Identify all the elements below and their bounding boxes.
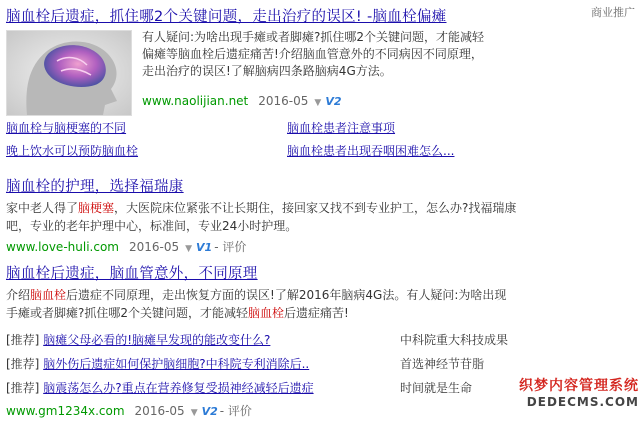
recommend-row[interactable]: [6, 331, 270, 348]
result1-url-line: [142, 94, 342, 108]
result3-description-line1: [6, 287, 506, 304]
result3-title[interactable]: [6, 262, 258, 283]
recommend-tag: [推荐]: [6, 381, 40, 395]
desc-text: 后遗症不同原理，走出恢复方面的误区!了解2016年脑病4G法。有人疑问:为啥出现: [66, 288, 507, 302]
desc-text: 家中老人得了: [6, 201, 79, 215]
sublink-2[interactable]: [287, 119, 395, 136]
watermark-title: 织梦内容管理系统: [519, 378, 639, 394]
dropdown-arrow-icon[interactable]: ▼: [190, 408, 198, 418]
sublink-text[interactable]: 患者出现吞咽困难怎么...: [323, 144, 455, 158]
sublink-keyword[interactable]: 脑血栓: [102, 144, 139, 158]
result1-description: 有人疑问:为啥出现手瘫或者脚瘫?抓住哪2个关键问题，才能减轻偏瘫等脑血栓后遗症痛苦!介绍脑血管意外的不同病因不同原理，走出治疗的误区!了解脑病四条路脑病4G方法。: [142, 30, 485, 78]
desc-text: ，大医院床位紧张不让长期住，接回家又找不到专业护工，怎么办?找福瑞康吧，专业的老年护理中心，标准间，专业24小时护理。: [6, 201, 517, 233]
ad-label[interactable]: 商业推广: [591, 6, 635, 19]
sublink-text[interactable]: 的不同: [90, 121, 127, 135]
desc-keyword: 脑梗塞: [78, 201, 115, 215]
result3-url-line: [6, 402, 252, 419]
result1-title-end[interactable]: 偏瘫: [416, 9, 447, 25]
verified-v1-icon[interactable]: V1: [196, 241, 213, 254]
sublink-text[interactable]: 与: [42, 121, 55, 135]
sublink-keyword[interactable]: 脑血栓: [287, 121, 324, 135]
recommend-link[interactable]: 脑震荡怎么办?重点在营养修复受损神经减轻后遗症: [43, 381, 314, 395]
verified-v2-icon[interactable]: V2: [325, 95, 342, 108]
sublink-text[interactable]: 晚上饮水可以预防: [6, 144, 103, 158]
sublink-keyword[interactable]: 脑梗塞: [54, 121, 91, 135]
recommend-link[interactable]: 脑外伤后遗症如何保护脑细胞?中科院专利消除后..: [43, 357, 310, 371]
result2-description: [6, 199, 526, 235]
result3-url[interactable]: www.gm1234x.com: [6, 404, 125, 418]
verified-v2-icon[interactable]: V2: [201, 405, 218, 418]
dropdown-arrow-icon[interactable]: ▼: [314, 98, 322, 108]
sublink-keyword[interactable]: 脑血栓: [6, 121, 43, 135]
result3-date: 2016-05: [134, 404, 185, 418]
recommend-tag: [推荐]: [6, 333, 40, 347]
brain-thumbnail[interactable]: [6, 30, 132, 116]
evaluate-link[interactable]: - 评价: [214, 240, 247, 254]
result2-url[interactable]: www.love-huli.com: [6, 240, 119, 254]
result1-date: 2016-05: [258, 94, 309, 108]
result1-url[interactable]: www.naolijian.net: [142, 94, 249, 108]
result2-title[interactable]: [6, 175, 184, 196]
result2-date: 2016-05: [128, 240, 180, 254]
desc-text: 介绍: [6, 288, 31, 302]
watermark: [491, 375, 639, 425]
recommend-row[interactable]: [6, 355, 309, 372]
result2-title-rest[interactable]: 的护理，选择福瑞康: [50, 179, 184, 195]
sublink-text[interactable]: 患者注意事项: [323, 121, 396, 135]
recommend-note: 中科院重大科技成果: [400, 333, 509, 347]
result3-title-keyword[interactable]: 脑血栓: [6, 266, 51, 282]
desc-keyword: 脑血栓: [248, 306, 285, 320]
recommend-tag: [推荐]: [6, 357, 40, 371]
dropdown-arrow-icon[interactable]: ▼: [185, 244, 193, 254]
result1-title-keyword[interactable]: 脑血栓: [6, 9, 51, 25]
result2-url-line: [6, 238, 246, 255]
result1-title-keyword2[interactable]: 脑血栓: [372, 9, 417, 25]
result2-title-keyword[interactable]: 脑血栓: [6, 179, 51, 195]
result1-title[interactable]: [6, 5, 447, 26]
desc-keyword: 脑血栓: [30, 288, 67, 302]
sublink-1[interactable]: [6, 119, 126, 136]
result3-description-line2: [6, 305, 349, 322]
watermark-domain: DEDECMS.COM: [526, 395, 639, 409]
sublink-3[interactable]: [6, 142, 138, 159]
recommend-note: 首选神经节苷脂: [400, 357, 485, 371]
sublink-keyword[interactable]: 脑血栓: [287, 144, 324, 158]
evaluate-link[interactable]: - 评价: [219, 404, 252, 418]
recommend-link[interactable]: 脑瘫父母必看的!脑瘫早发现的能改变什么?: [43, 333, 271, 347]
recommend-row[interactable]: [6, 379, 314, 396]
result1-title-middle[interactable]: 后遗症，抓住哪2个关键问题，走出治疗的误区! -: [50, 9, 373, 25]
desc-text: 后遗症痛苦!: [284, 306, 349, 320]
result3-title-rest[interactable]: 后遗症，脑血管意外，不同原理: [50, 266, 258, 282]
recommend-note: 时间就是生命: [400, 381, 473, 395]
desc-text: 手瘫或者脚瘫?抓住哪2个关键问题，才能减轻: [6, 306, 249, 320]
sublink-4[interactable]: [287, 142, 454, 159]
